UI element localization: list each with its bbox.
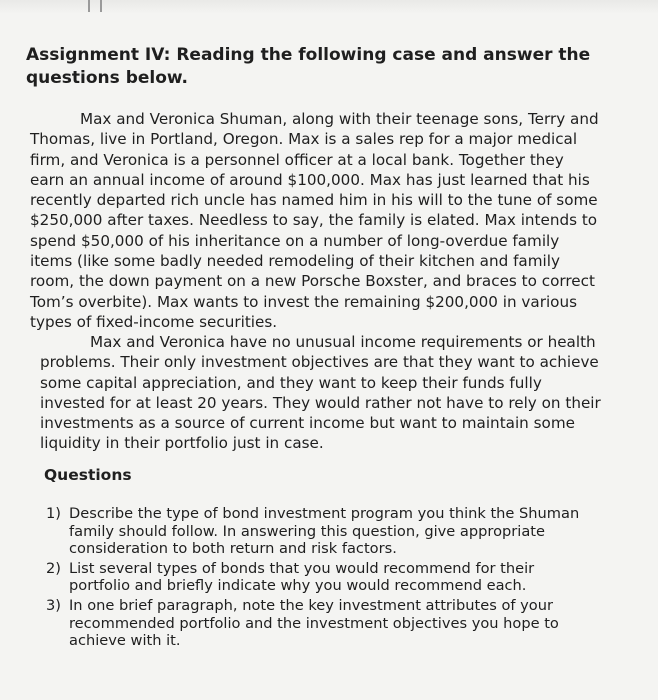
title-line: questions below.	[26, 68, 188, 88]
paragraph-line: some capital appreciation, and they want to keep their funds fully	[40, 373, 542, 392]
question-line: achieve with it.	[69, 632, 181, 650]
paragraph-line: Max and Veronica Shuman, along with their teenage sons, Terry and	[80, 110, 599, 128]
question-number: 2)	[46, 559, 61, 577]
paragraph-line: Tom’s overbite). Max wants to invest the remaining $200,000 in various	[30, 292, 577, 311]
question-number: 1)	[46, 505, 61, 522]
paragraph-line: investments as a source of current income but want to maintain some	[40, 414, 575, 433]
question-line: portfolio and briefly indicate why you would recommend each.	[69, 577, 527, 595]
question-line: family should follow. In answering this question, give appropriate	[69, 522, 545, 540]
paragraph-line: types of fixed-income securities.	[30, 312, 278, 331]
questions-heading: Questions	[44, 466, 132, 484]
question-line: consideration to both return and risk factors.	[69, 540, 397, 558]
paragraph-line: problems. Their only investment objectives are that they want to achieve	[40, 353, 599, 372]
paragraph-line: invested for at least 20 years. They would rather not have to rely on their	[40, 393, 601, 412]
question-line: In one brief paragraph, note the key investment attributes of your	[69, 596, 553, 614]
paragraph-line: Max and Veronica have no unusual income requirements or health	[90, 333, 596, 351]
title-line: Assignment IV: Reading the following case and answer the	[26, 45, 591, 65]
case-paragraph-2	[40, 332, 658, 454]
paragraph-line: Thomas, live in Portland, Oregon. Max is a sales rep for a major medical	[30, 130, 578, 149]
paragraph-line: room, the down payment on a new Porsche Boxster, and braces to correct	[30, 272, 595, 291]
paragraph-line: $250,000 after taxes. Needless to say, the family is elated. Max intends to	[30, 211, 598, 230]
question-line: recommended portfolio and the investment objectives you hope to	[69, 614, 559, 632]
paragraph-line: spend $50,000 of his inheritance on a number of long-overdue family	[30, 231, 560, 250]
question-item	[46, 560, 646, 595]
paragraph-line: recently departed rich uncle has named him in his will to the tune of some	[30, 191, 598, 210]
question-item	[46, 505, 646, 558]
question-number: 3)	[46, 596, 61, 614]
paragraph-line: earn an annual income of around $100,000. Max has just learned that his	[30, 170, 590, 189]
question-line: List several types of bonds that you would recommend for their	[69, 559, 535, 577]
questions-list	[46, 505, 646, 652]
paragraph-line: items (like some badly needed remodeling of their kitchen and family	[30, 252, 560, 271]
question-line: Describe the type of bond investment program you think the Shuman	[69, 505, 580, 522]
assignment-title	[26, 44, 636, 90]
paragraph-line: firm, and Veronica is a personnel officer at a local bank. Together they	[30, 150, 564, 169]
question-item	[46, 597, 646, 650]
paragraph-line: liquidity in their portfolio just in case.	[40, 434, 324, 453]
case-paragraph-1	[30, 109, 650, 332]
